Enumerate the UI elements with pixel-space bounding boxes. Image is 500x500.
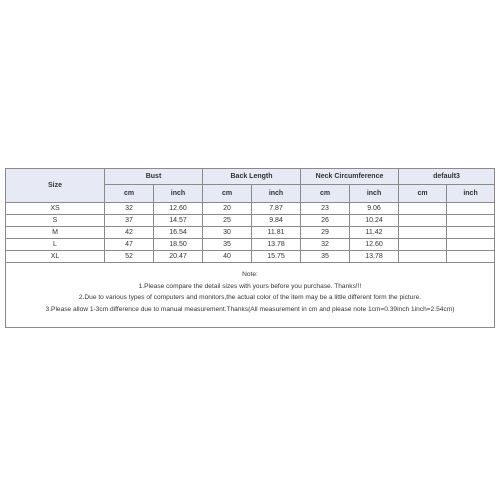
group-header-bust: Bust — [105, 169, 203, 185]
neck-cm-cell: 29 — [301, 227, 350, 239]
bust-inch-cell: 14.57 — [154, 215, 203, 227]
size-chart-table — [5, 168, 495, 328]
neck-inch-cell: 12.60 — [350, 239, 399, 251]
group-header-default3: default3 — [399, 169, 495, 185]
table-row — [6, 215, 495, 227]
unit-header-bust-inch: inch — [154, 185, 203, 203]
back-length-cm-cell: 40 — [203, 251, 252, 263]
bust-inch-cell: 12.60 — [154, 203, 203, 215]
default3-inch-cell — [447, 227, 495, 239]
table-row — [6, 251, 495, 263]
back-length-inch-cell: 13.78 — [252, 239, 301, 251]
back-length-cm-cell: 35 — [203, 239, 252, 251]
note-line-1: 1.Please compare the detail sizes with yours before you purchase. Thanks!!! — [138, 282, 362, 290]
unit-header-default3-inch: inch — [447, 185, 495, 203]
notes-title: Note: — [242, 271, 258, 278]
back-length-inch-cell: 7.87 — [252, 203, 301, 215]
size-cell: XS — [6, 203, 105, 215]
notes-row — [6, 263, 495, 328]
unit-header-back-length-cm: cm — [203, 185, 252, 203]
neck-inch-cell: 11.42 — [350, 227, 399, 239]
table-row — [6, 227, 495, 239]
size-cell: S — [6, 215, 105, 227]
back-length-cm-cell: 20 — [203, 203, 252, 215]
unit-header-neck-inch: inch — [350, 185, 399, 203]
size-cell: XL — [6, 251, 105, 263]
unit-header-default3-cm: cm — [399, 185, 447, 203]
neck-cm-cell: 23 — [301, 203, 350, 215]
note-line-3: 3.Please allow 1-3cm difference due to manual measurement.Thanks(All measurement in cm and please note 1cm=0.39inch 1inch=2.54cm) — [45, 305, 455, 313]
default3-cm-cell — [399, 251, 447, 263]
default3-inch-cell — [447, 251, 495, 263]
neck-inch-cell: 10.24 — [350, 215, 399, 227]
default3-inch-cell — [447, 239, 495, 251]
back-length-inch-cell: 11.81 — [252, 227, 301, 239]
notes-cell — [6, 263, 495, 328]
default3-cm-cell — [399, 203, 447, 215]
back-length-inch-cell: 15.75 — [252, 251, 301, 263]
table-row — [6, 239, 495, 251]
size-header: Size — [6, 169, 105, 203]
group-header-back-length: Back Length — [203, 169, 301, 185]
bust-cm-cell: 47 — [105, 239, 154, 251]
bust-inch-cell: 16.54 — [154, 227, 203, 239]
neck-cm-cell: 26 — [301, 215, 350, 227]
bust-inch-cell: 20.47 — [154, 251, 203, 263]
unit-header-back-length-inch: inch — [252, 185, 301, 203]
note-line-2: 2.Due to various types of computers and monitors,the actual color of the item may be a little different form the picture. — [78, 294, 422, 301]
group-header-neck-circumference: Neck Circumference — [301, 169, 399, 185]
back-length-cm-cell: 25 — [203, 215, 252, 227]
default3-inch-cell — [447, 203, 495, 215]
back-length-inch-cell: 9.84 — [252, 215, 301, 227]
default3-cm-cell — [399, 215, 447, 227]
size-cell: M — [6, 227, 105, 239]
unit-header-bust-cm: cm — [105, 185, 154, 203]
default3-inch-cell — [447, 215, 495, 227]
neck-inch-cell: 9.06 — [350, 203, 399, 215]
bust-inch-cell: 18.50 — [154, 239, 203, 251]
default3-cm-cell — [399, 239, 447, 251]
bust-cm-cell: 32 — [105, 203, 154, 215]
bust-cm-cell: 52 — [105, 251, 154, 263]
default3-cm-cell — [399, 227, 447, 239]
table-row — [6, 203, 495, 215]
neck-inch-cell: 13.78 — [350, 251, 399, 263]
header-row-groups — [6, 169, 495, 185]
back-length-cm-cell: 30 — [203, 227, 252, 239]
unit-header-neck-cm: cm — [301, 185, 350, 203]
bust-cm-cell: 42 — [105, 227, 154, 239]
bust-cm-cell: 37 — [105, 215, 154, 227]
size-cell: L — [6, 239, 105, 251]
neck-cm-cell: 32 — [301, 239, 350, 251]
neck-cm-cell: 35 — [301, 251, 350, 263]
